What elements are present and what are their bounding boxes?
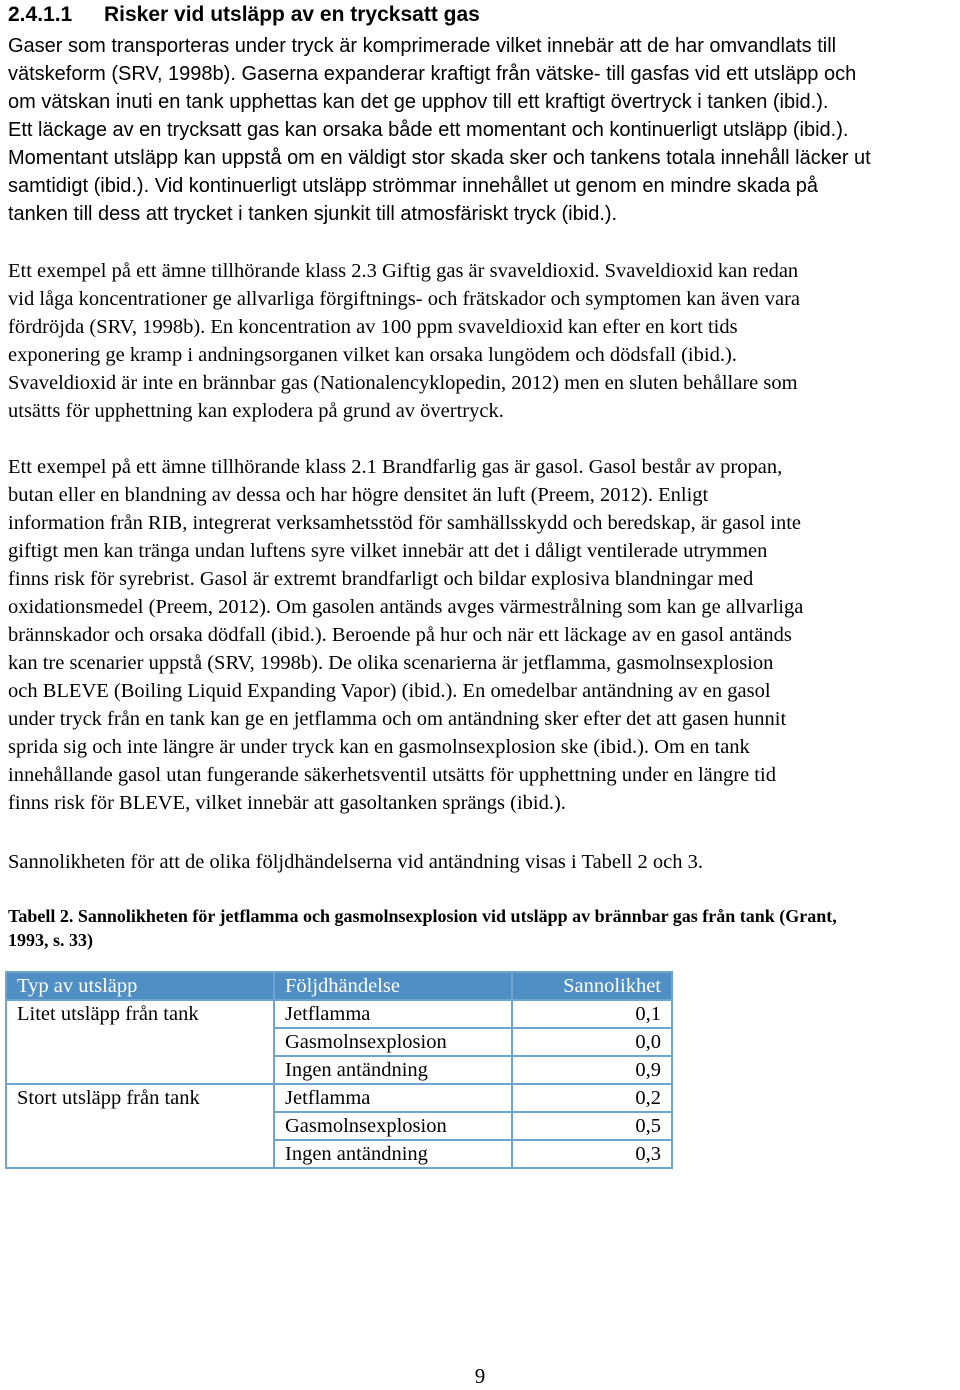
text-line: och BLEVE (Boiling Liquid Expanding Vapor) (ibid.). En omedelbar antändning av en gasol <box>8 680 771 702</box>
text-line: Ett exempel på ett ämne tillhörande klass 2.1 Brandfarlig gas är gasol. Gasol består av propan, <box>8 456 783 478</box>
table-row <box>6 1056 672 1084</box>
paragraph-lpg <box>8 453 953 817</box>
text-line: oxidationsmedel (Preem, 2012). Om gasolen antänds avges värmestrålning som kan ge allvarliga <box>8 596 804 618</box>
section-title: Risker vid utsläpp av en trycksatt gas <box>104 3 480 26</box>
table-header-row <box>6 972 672 1000</box>
text-line: exponering ge kramp i andningsorganen vilket kan orsaka lungödem och dödsfall (ibid.). <box>8 344 737 366</box>
text-line: information från RIB, integrerat verksamhetsstöd för samhällsskydd och beredskap, är gasol inte <box>8 512 802 534</box>
release-type-cell: Litet utsläpp från tank <box>6 1000 274 1028</box>
text-line: Svaveldioxid är inte en brännbar gas (Nationalencyklopedin, 2012) men en sluten behållare som <box>8 372 798 394</box>
probability-cell: 0,1 <box>512 1000 672 1028</box>
release-type-cell <box>6 1112 274 1140</box>
table-caption <box>8 904 958 952</box>
text-line: Ett exempel på ett ämne tillhörande klass 2.3 Giftig gas är svaveldioxid. Svaveldioxid kan redan <box>8 260 799 282</box>
text-line: finns risk för BLEVE, vilket innebär att gasoltanken sprängs (ibid.). <box>8 792 566 814</box>
release-type-cell <box>6 1140 274 1168</box>
consequence-cell: Jetflamma <box>274 1084 512 1112</box>
consequence-cell: Ingen antändning <box>274 1056 512 1084</box>
paragraph-sulfur-dioxide <box>8 257 953 425</box>
text-line: sprida sig och inte längre är under tryck kan en gasmolnsexplosion ske (ibid.). Om en tank <box>8 736 750 758</box>
text-line: butan eller en blandning av dessa och har högre densitet än luft (Preem, 2012). Enligt <box>8 484 709 506</box>
text-line: Ett läckage av en trycksatt gas kan orsaka både ett momentant och kontinuerligt utsläpp (ibid.). <box>8 119 849 141</box>
probability-cell: 0,3 <box>512 1140 672 1168</box>
probability-cell: 0,9 <box>512 1056 672 1084</box>
section-heading <box>8 0 480 30</box>
table-row <box>6 1028 672 1056</box>
text-line: innehållande gasol utan fungerande säkerhetsventil utsätts för upphettning under en längre tid <box>8 764 776 786</box>
table-row <box>6 1112 672 1140</box>
caption-line: 1993, s. 33) <box>8 930 93 950</box>
text-line: om vätskan inuti en tank upphettas kan det ge upphov till ett kraftigt övertryck i tanken (ibid.). <box>8 91 829 113</box>
consequence-cell: Gasmolnsexplosion <box>274 1112 512 1140</box>
consequence-cell: Ingen antändning <box>274 1140 512 1168</box>
probability-cell: 0,5 <box>512 1112 672 1140</box>
text-line: under tryck från en tank kan ge en jetflamma och om antändning sker efter det att gasen hunnit <box>8 708 787 730</box>
text-line: utsätts för upphettning kan explodera på grund av övertryck. <box>8 400 504 422</box>
text-line: Momentant utsläpp kan uppstå om en väldigt stor skada sker och tankens totala innehåll läcker ut <box>8 147 871 169</box>
text-line: vid låga koncentrationer ge allvarliga förgiftnings- och frätskador och symptomen kan även vara <box>8 288 801 310</box>
column-header-release-type: Typ av utsläpp <box>6 972 274 1000</box>
consequence-cell: Jetflamma <box>274 1000 512 1028</box>
table-row <box>6 1084 672 1112</box>
probability-cell: 0,0 <box>512 1028 672 1056</box>
text-line: Sannolikheten för att de olika följdhändelserna vid antändning visas i Tabell 2 och 3. <box>8 851 704 873</box>
release-type-cell <box>6 1056 274 1084</box>
text-line: tanken till dess att trycket i tanken sjunkit till atmosfäriskt tryck (ibid.). <box>8 203 618 225</box>
paragraph-pressurized-gas <box>8 32 953 228</box>
text-line: giftigt men kan tränga undan luftens syre vilket innebär att det i dåligt ventilerade utrymmen <box>8 540 768 562</box>
text-line: vätskeform (SRV, 1998b). Gaserna expanderar kraftigt från vätske- till gasfas vid ett utsläpp och <box>8 63 857 85</box>
paragraph-probability-intro <box>8 848 953 876</box>
probability-cell: 0,2 <box>512 1084 672 1112</box>
table-row <box>6 1000 672 1028</box>
text-line: finns risk för syrebrist. Gasol är extremt brandfarligt och bildar explosiva blandningar med <box>8 568 754 590</box>
caption-line: Tabell 2. Sannolikheten för jetflamma och gasmolnsexplosion vid utsläpp av brännbar gas från tank (Grant, <box>8 906 837 926</box>
text-line: fördröjda (SRV, 1998b). En koncentration av 100 ppm svaveldioxid kan efter en kort tids <box>8 316 738 338</box>
release-type-cell: Stort utsläpp från tank <box>6 1084 274 1112</box>
consequence-cell: Gasmolnsexplosion <box>274 1028 512 1056</box>
release-type-cell <box>6 1028 274 1056</box>
text-line: brännskador och orsaka dödfall (ibid.). Beroende på hur och när ett läckage av en gasol antänds <box>8 624 792 646</box>
column-header-consequence: Följdhändelse <box>274 972 512 1000</box>
text-line: samtidigt (ibid.). Vid kontinuerligt utsläpp strömmar innehållet ut genom en mindre skada på <box>8 175 819 197</box>
text-line: Gaser som transporteras under tryck är komprimerade vilket innebär att de har omvandlats till <box>8 35 837 57</box>
column-header-probability: Sannolikhet <box>512 972 672 1000</box>
table-row <box>6 1140 672 1168</box>
section-number: 2.4.1.1 <box>8 3 73 26</box>
probability-table <box>5 971 673 1169</box>
page-number: 9 <box>474 1364 486 1388</box>
text-line: kan tre scenarier uppstå (SRV, 1998b). De olika scenarierna är jetflamma, gasmolnsexplosion <box>8 652 774 674</box>
